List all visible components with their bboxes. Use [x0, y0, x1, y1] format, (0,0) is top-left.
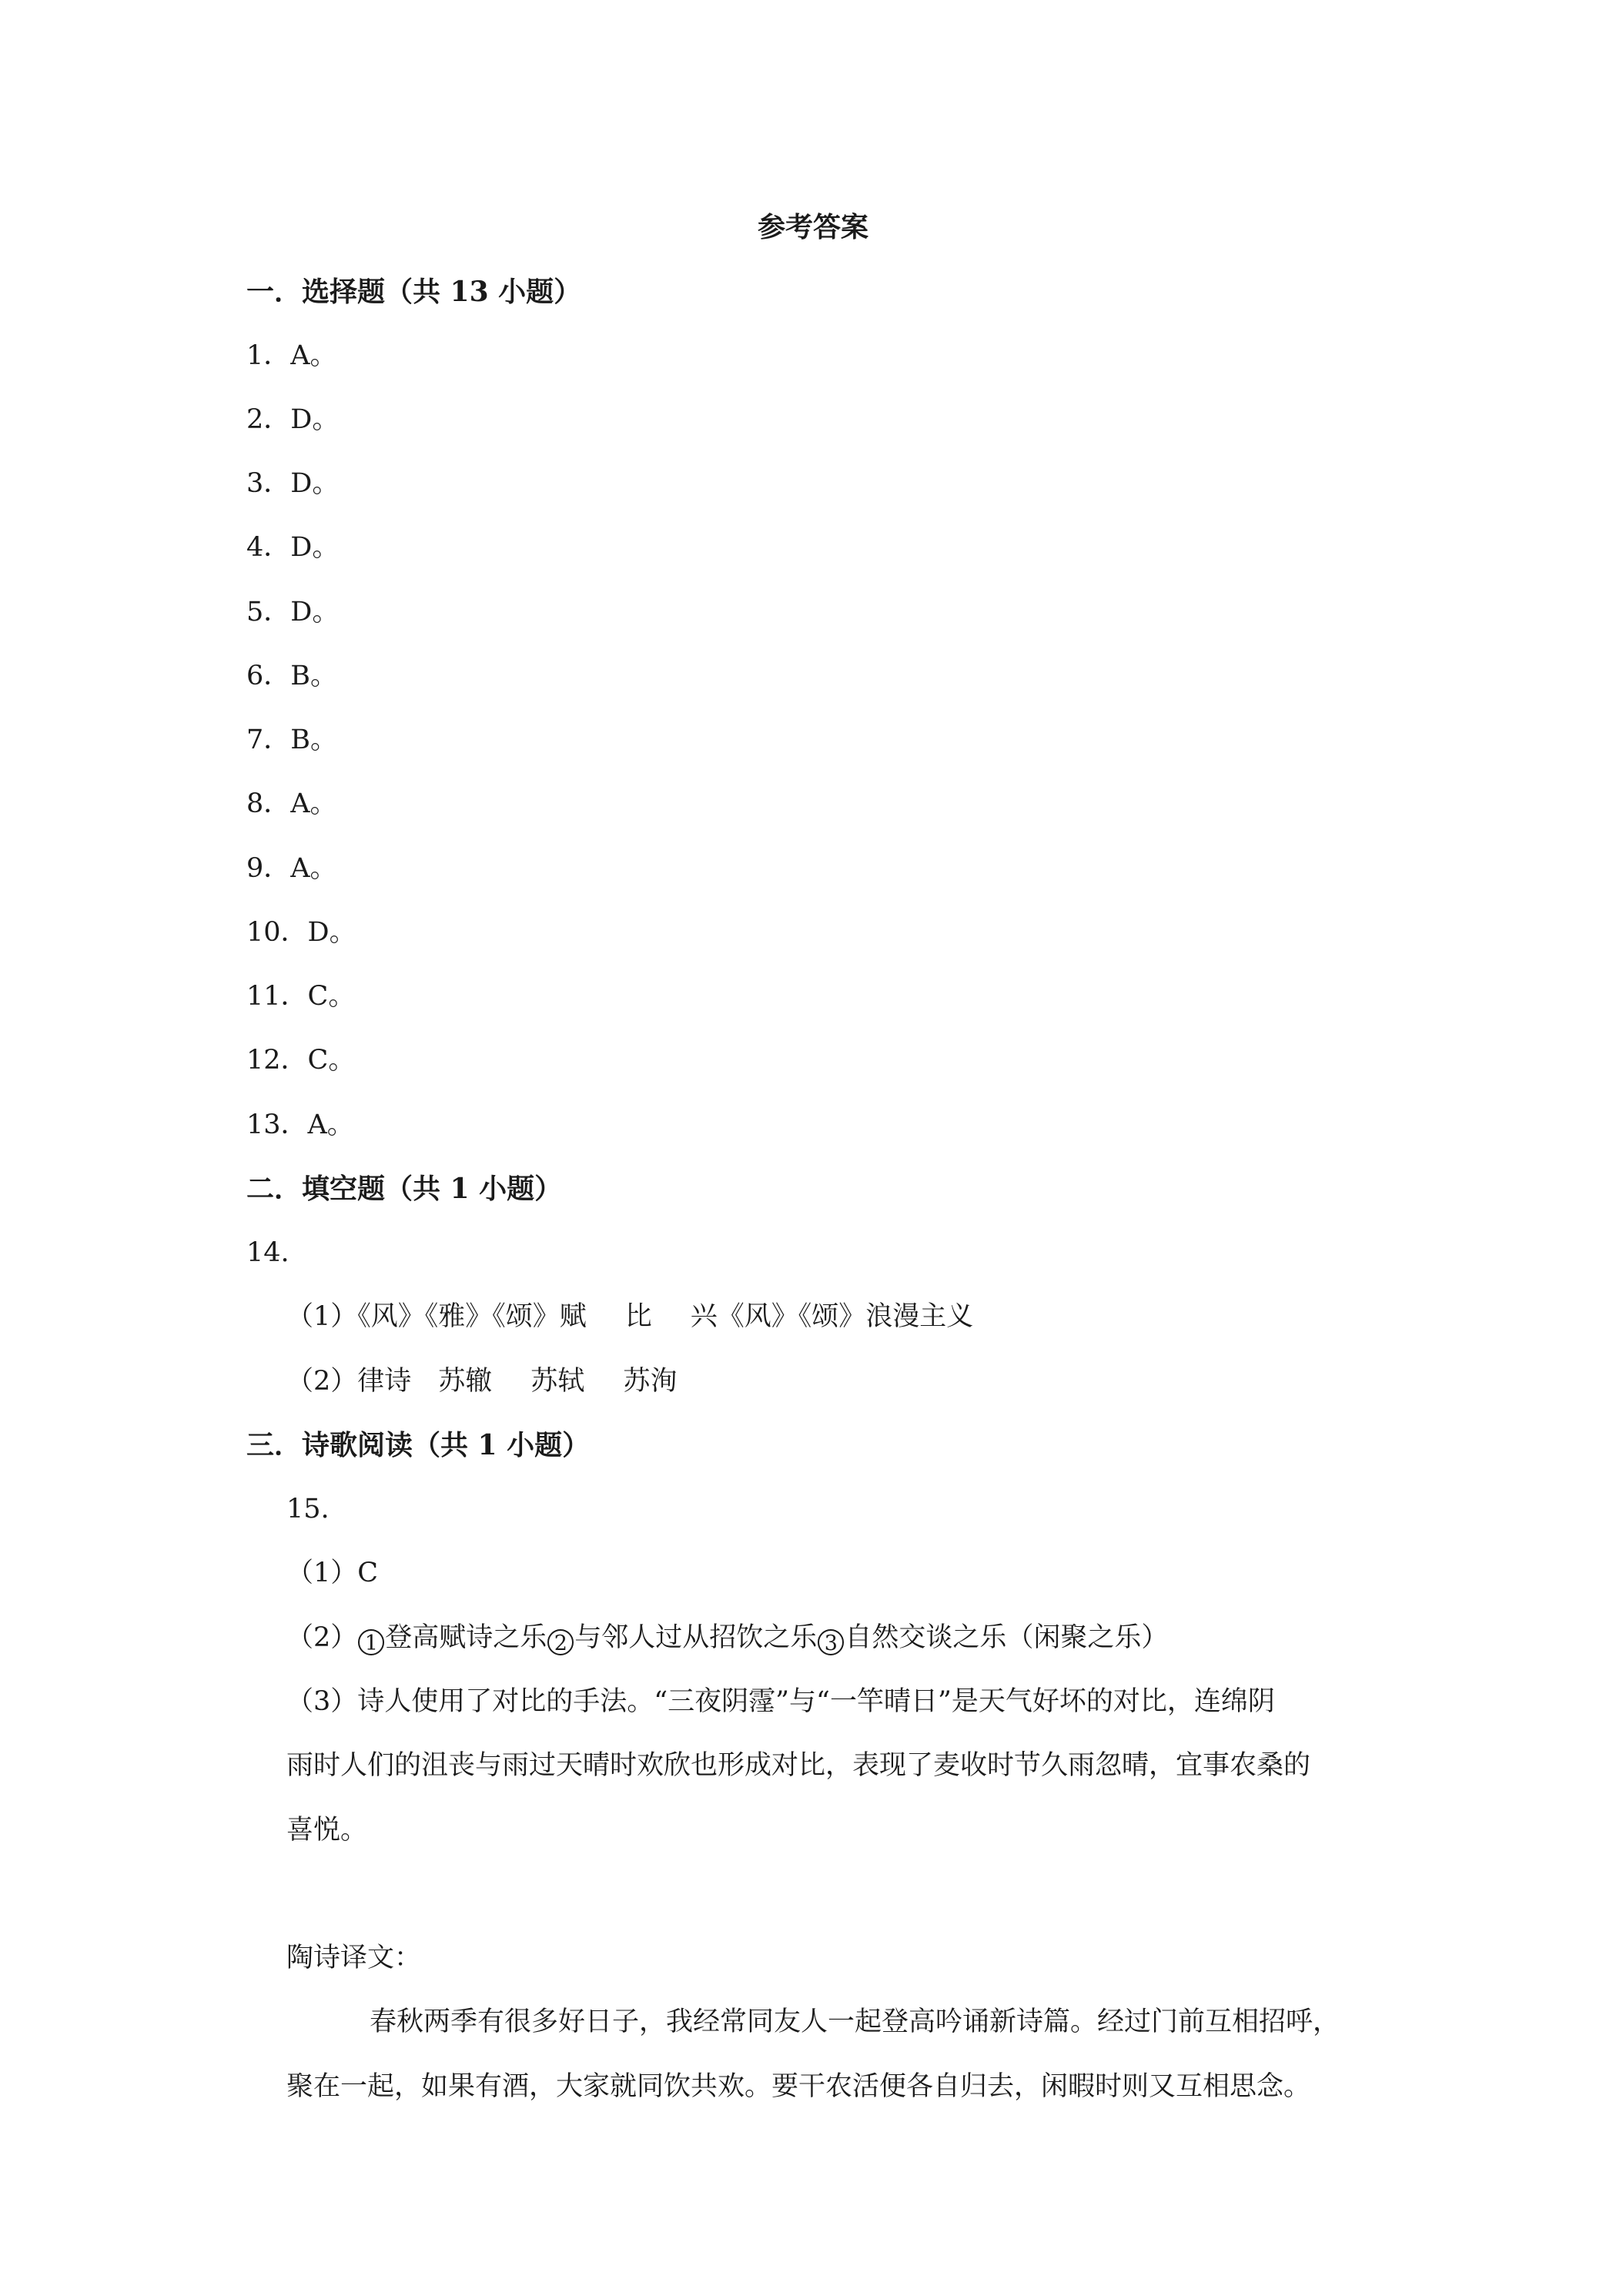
poetry-answer-2-t2: 与邻人过从招饮之乐 [574, 1622, 818, 1653]
answer-item: 6．B。 [246, 661, 337, 691]
answer-item: 1．A。 [246, 340, 337, 371]
fill-answer-2 [286, 1364, 677, 1398]
answer-item: 13．A。 [246, 1110, 354, 1140]
answer-item: 11．C。 [246, 981, 356, 1012]
question-number: 15. [286, 1494, 330, 1525]
poetry-answer-3-line: （3）诗人使用了对比的手法。“三夜阴霪”与“一竿晴日”是天气好坏的对比，连绵阴 [286, 1686, 1275, 1717]
fill-answer-1 [286, 1300, 973, 1334]
circled-number-3: 3 [818, 1629, 844, 1655]
poetry-answer-1: （1）C [286, 1558, 379, 1588]
section-heading-choice: 一．选择题（共 13 小题） [246, 276, 582, 308]
section-heading-poetry: 三．诗歌阅读（共 1 小题） [246, 1429, 591, 1461]
poetry-answer-3-line: 雨时人们的沮丧与雨过天晴时欢欣也形成对比，表现了麦收时节久雨忽晴，宜事农桑的 [286, 1750, 1311, 1781]
answer-item: 10．D。 [246, 917, 356, 948]
poetry-answer-2-t3: 自然交谈之乐（闲聚之乐） [845, 1622, 1169, 1653]
page-title: 参考答案 [758, 211, 869, 243]
answer-item: 2．D。 [246, 404, 340, 435]
question-number: 14. [246, 1237, 289, 1268]
fill-answer-1-c: 兴《风》《颂》浪漫主义 [690, 1301, 974, 1332]
fill-answer-2-c: 苏轼 [530, 1366, 585, 1397]
circled-number-2: 2 [547, 1629, 574, 1655]
poetry-answer-2 [286, 1621, 1168, 1655]
answer-item: 7．B。 [246, 725, 337, 755]
poetry-answer-3-line: 喜悦。 [286, 1815, 368, 1846]
section-heading-fill: 二．填空题（共 1 小题） [246, 1173, 563, 1205]
answer-item: 5．D。 [246, 597, 340, 628]
fill-answer-1-b: 比 [624, 1301, 652, 1332]
translation-line: 聚在一起，如果有酒，大家就同饮共欢。要干农活便各自归去，闲暇时则又互相思念。 [286, 2071, 1311, 2102]
answer-item: 9．A。 [246, 853, 337, 884]
answer-item: 3．D。 [246, 468, 340, 499]
poetry-answer-2-t1: 登高赋诗之乐 [385, 1622, 547, 1653]
poetry-answer-2-prefix: （2） [286, 1622, 358, 1653]
answer-item: 4．D。 [246, 532, 340, 563]
answer-item: 12．C。 [246, 1045, 356, 1076]
answer-item: 8．A。 [246, 788, 337, 819]
translation-line: 春秋两季有很多好日子，我经常同友人一起登高吟诵新诗篇。经过门前互相招呼， [370, 2006, 1340, 2037]
translation-label: 陶诗译文： [286, 1943, 422, 1973]
fill-answer-2-a: （2）律诗 [286, 1366, 412, 1397]
fill-answer-2-b: 苏辙 [438, 1366, 493, 1397]
fill-answer-2-d: 苏洵 [623, 1366, 678, 1397]
circled-number-1: 1 [358, 1629, 384, 1655]
fill-answer-1-a: （1）《风》《雅》《颂》赋 [286, 1301, 587, 1332]
